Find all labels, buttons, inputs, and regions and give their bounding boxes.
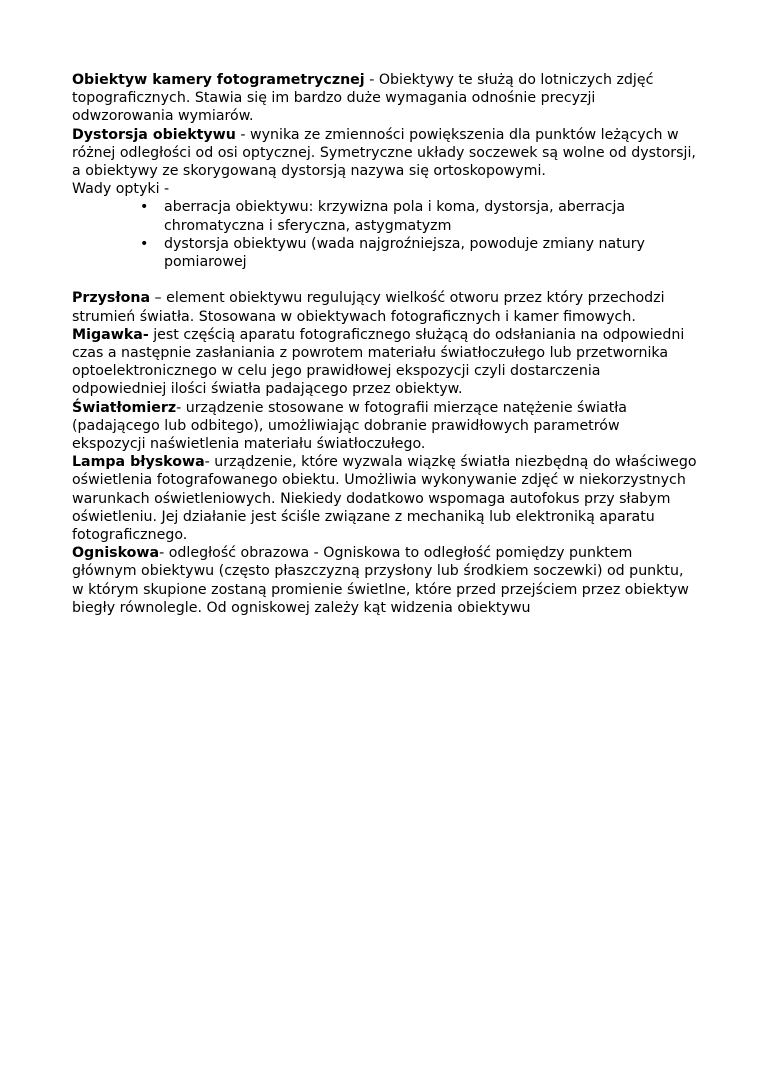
entry-term: Migawka- [72, 326, 149, 343]
entry-text: - Obiektywy te służą do lotniczych zdjęć topograficznych. Stawia się im bardzo duże wymagania odnośnie precyzji odwzorowania wymiarów. [72, 72, 654, 125]
list-item [140, 198, 699, 234]
entry-term: Lampa błyskowa [72, 454, 205, 471]
entry-term: Ogniskowa [72, 545, 160, 562]
entry-dystorsja-obiektywu [72, 126, 697, 181]
entry-text: - wynika ze zmienności powiększenia dla punktów leżących w różnej odległości od osi optycznej. Symetryczne układy soczewek są wolne od dystorsji, a obiektywy ze skorygowaną dystorsją nazywa się ortoskopowymi. [72, 126, 696, 180]
entry-migawka [72, 326, 697, 399]
document-page [72, 71, 697, 617]
wady-optyki-list [72, 198, 697, 271]
entry-lampa-blyskowa [72, 453, 697, 544]
entry-term: Światłomierz [72, 399, 177, 416]
list-item-text: dystorsja obiektywu (wada najgroźniejsza, powoduje zmiany natury pomiarowej [164, 235, 645, 271]
list-item-text: aberracja obiektywu: krzywizna pola i koma, dystorsja, aberracja chromatyczna i sferyczna, astygmatyzm [164, 199, 626, 234]
entry-text: - urządzenie, które wyzwala wiązkę światła niezbędną do właściwego oświetlenia fotografowanego obiektu. Umożliwia wykonywanie zdjęć w niekorzystnych warunkach oświetleniowych. Niekiedy dodatkowo wspomaga autofokus przy słabym oświetleniu. Jej działanie jest ściśle związane z mechaniką lub elektroniką aparatu fotograficznego. [72, 454, 697, 544]
entry-ogniskowa [72, 544, 697, 617]
entry-text: - urządzenie stosowane w fotografii mierzące natężenie światła (padającego lub odbitego), umożliwiając dobranie prawidłowych parametrów ekspozycji naświetlenia materiału światłoczułego. [72, 399, 627, 453]
entry-term: Dystorsja obiektywu [72, 126, 236, 143]
entry-term: Obiektyw kamery fotogrametrycznej [72, 72, 365, 88]
bullet-icon: • [140, 235, 149, 252]
entry-obiektyw-kamery [72, 71, 697, 126]
entry-term: Przysłona [72, 290, 151, 307]
blank-line [72, 271, 697, 289]
list-item [140, 235, 699, 271]
entry-swiatlomierz [72, 399, 697, 454]
entry-text: – element obiektywu regulujący wielkość otworu przez który przechodzi strumień światła. Stosowana w obiektywach fotograficznych i kamer fimowych. [72, 290, 665, 325]
entry-text: jest częścią aparatu fotograficznego służącą do odsłaniania na odpowiedni czas a następnie zasłaniania z powrotem materiału światłoczułego lub przetwornika optoelektronicznego w celu jego prawidłowej ekspozycji czyli dostarczenia odpowiedniej ilości światła padającego przez obiektyw. [72, 326, 685, 398]
entry-text: - odległość obrazowa - Ogniskowa to odległość pomiędzy punktem głównym obiektywu (często płaszczyzną przysłony lub środkiem soczewki) od punktu, w którym skupione zostaną promienie świetlne, które przed przejściem przez obiektyw biegły równolegle. Od ogniskowej zależy kąt widzenia obiektywu [72, 545, 689, 616]
entry-przyslona [72, 289, 697, 325]
wady-optyki-heading: Wady optyki - [72, 181, 170, 198]
bullet-icon: • [140, 199, 149, 216]
